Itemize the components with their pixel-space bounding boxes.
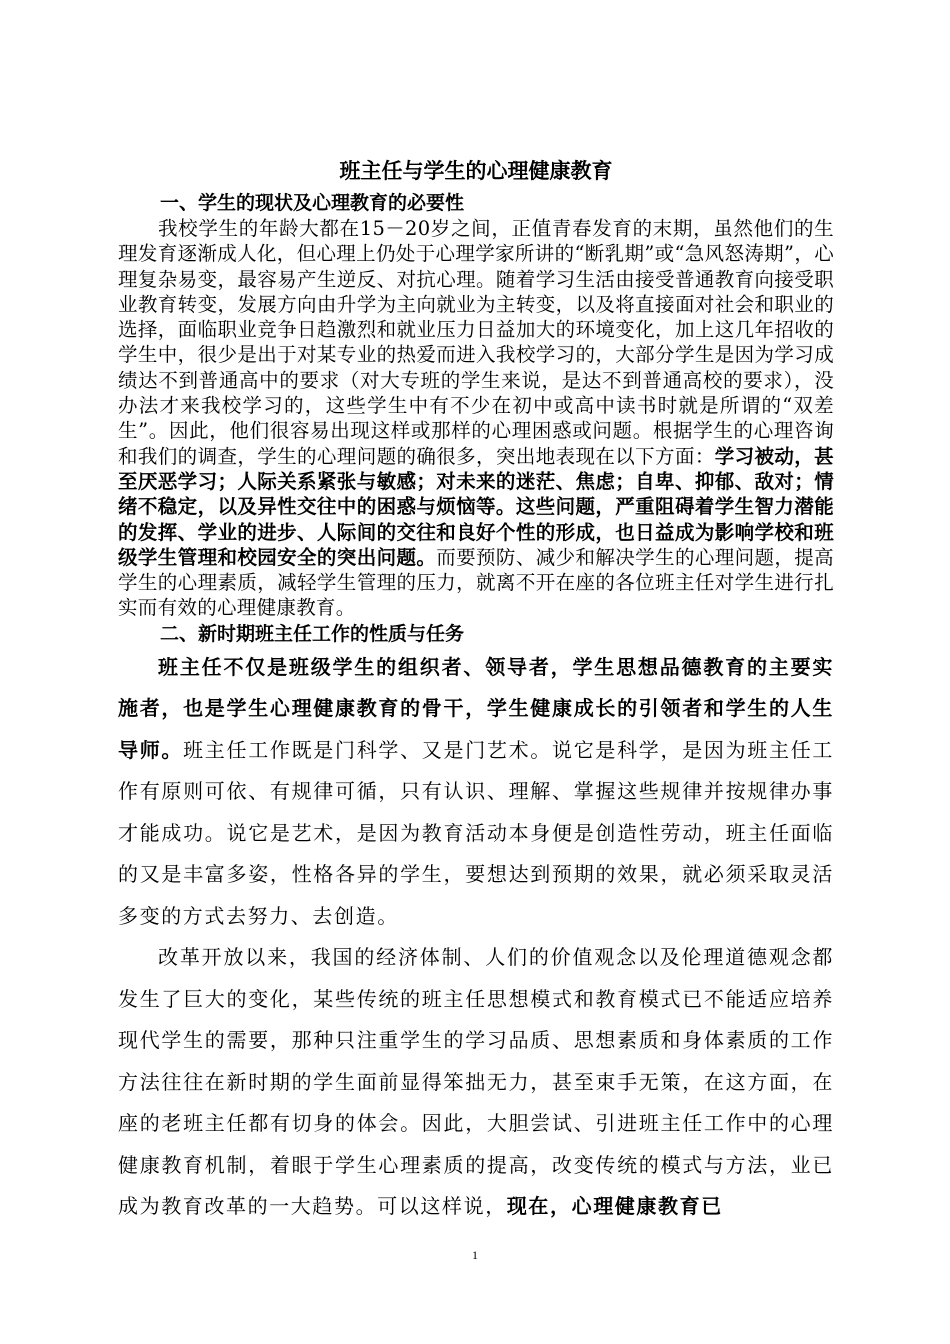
section-2-bold-text: 班主任不仅是班级学生的组织者、领导者，学生思想品德教育的主要实施者，也是学生心理健康教育的骨干，学生健康成长的引领者和学生的人生导师。 <box>118 654 834 762</box>
section-2-text: 班主任工作既是门科学、又是门艺术。说它是科学，是因为班主任工作有原则可依、有规律可循，只有认识、理解、掌握这些规律并按规律办事才能成功。说它是艺术，是因为教育活动本身便是创造性劳动，班主任面临的又是丰富多姿，性格各异的学生，要想达到预期的效果，就必须采取灵活多变的方式去努力、去创造。 <box>118 737 834 928</box>
document-title: 班主任与学生的心理健康教育 <box>339 158 613 183</box>
section-1-heading: 一、学生的现状及心理教育的必要性 <box>160 192 465 214</box>
section-2-heading: 二、新时期班主任工作的性质与任务 <box>160 622 465 645</box>
section-2-paragraph-2-bold: 现在，心理健康教育已 <box>506 1194 723 1219</box>
section-2-paragraph-2 <box>118 937 834 1228</box>
section-1-text-c: 而要预防、减少和解决学生的心理问题，提高学生的心理素质，减轻学生管理的压力，就离不开在座的各位班主任对学生进行扎实而有效的心理健康教育。 <box>118 545 834 620</box>
section-2-paragraph-2-text: 改革开放以来，我国的经济体制、人们的价值观念以及伦理道德观念都发生了巨大的变化，某些传统的班主任思想模式和教育模式已不能适应培养现代学生的需要，那种只注重学生的学习品质、思想素质和身体素质的工作方法往往在新时期的学生面前显得笨拙无力，甚至束手无策，在这方面，在座的老班主任都有切身的体会。因此，大胆尝试、引进班主任工作中的心理健康教育机制，着眼于学生心理素质的提高，改变传统的模式与方法，业已成为教育改革的一大趋势。可以这样说， <box>118 945 834 1219</box>
document-page <box>118 150 834 1228</box>
section-1-bold-text: 学习被动，甚至厌恶学习；人际关系紧张与敏感；对未来的迷茫、焦虑；自卑、抑郁、敌对；情绪不稳定，以及异性交往中的困惑与烦恼等。这些问题，严重阻碍着学生智力潜能的发挥、学业的进步、人际间的交往和良好个性的形成，也日益成为影响学校和班级学生管理和校园安全的突出问题。 <box>118 444 834 569</box>
section-1-paragraph <box>118 216 834 621</box>
page-number: 1 <box>472 1248 478 1262</box>
section-1-text-a: 我校学生的年龄大都在15－20岁之间，正值青春发育的末期，虽然他们的生理发育逐渐成人化，但心理上仍处于心理学家所讲的“断乳期”或“急风怒涛期”，心理复杂易变，最容易产生逆反、对抗心理。随着学习生活由接受普通教育向接受职业教育转变，发展方向由升学为主向就业为主转变，以及将直接面对社会和职业的选择，面临职业竞争日趋激烈和就业压力日益加大的环境变化，加上这几年招收的学生中，很少是出于对某专业的热爱而进入我校学习的，大部分学生是因为学习成绩达不到普通高中的要求（对大专班的学生来说，是达不到普通高校的要求），没办法才来我校学习的，这些学生中有不少在初中或高中读书时就是所谓的“双差生”。因此，他们很容易出现这样或那样的心理困惑或问题。根据学生的心理咨询和我们的调查，学生的心理问题的确很多，突出地表现在以下方面： <box>118 217 834 468</box>
section-2-paragraph-1 <box>118 647 834 938</box>
